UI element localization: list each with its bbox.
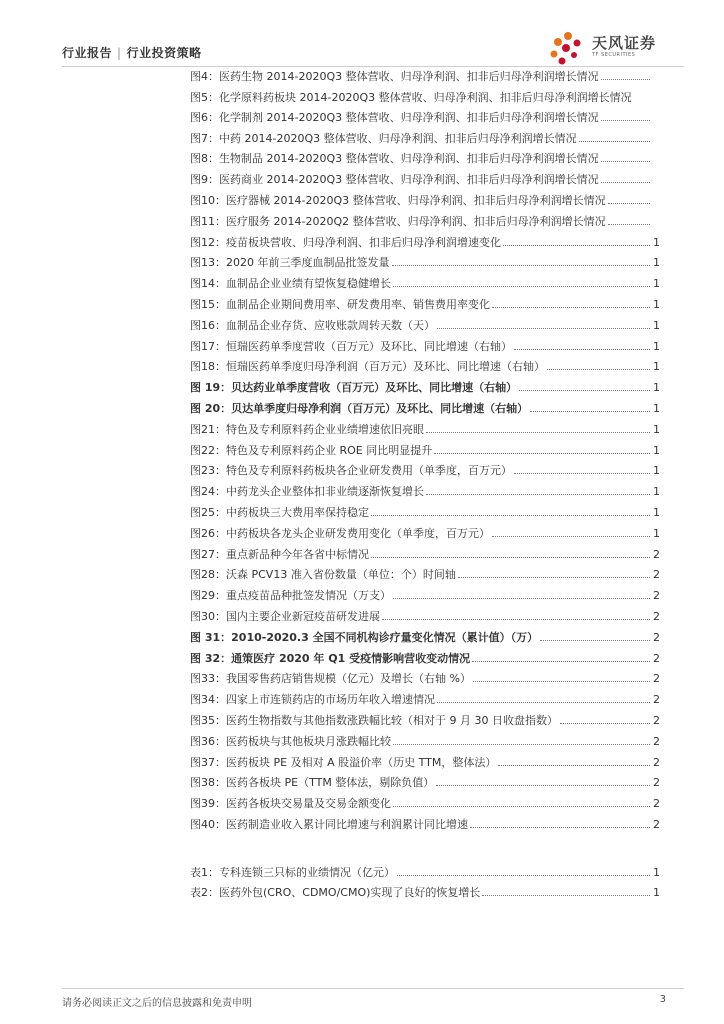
dot-leader	[437, 702, 650, 703]
figure-entry-title: 图 19：贝达药业单季度营收（百万元）及环比、同比增速（右轴）	[190, 381, 518, 395]
figure-entry-title: 图13：2020 年前三季度血制品批签发量	[190, 256, 390, 270]
figure-entry-title: 图 20：贝达单季度归母净利润（百万元）及环比、同比增速（右轴）	[190, 401, 529, 415]
figure-entry-page: 1	[653, 360, 660, 374]
figure-entry[interactable]	[190, 503, 660, 524]
figure-entry[interactable]	[190, 753, 660, 774]
dot-leader	[393, 598, 650, 599]
dot-leader	[514, 473, 650, 474]
page-header	[62, 30, 684, 68]
dot-leader	[601, 161, 650, 162]
figure-entry[interactable]	[190, 607, 660, 628]
figure-entry-title: 图16：血制品企业存货、应收账款周转天数（天）	[190, 318, 435, 332]
figure-entry-page: 1	[653, 422, 660, 436]
figure-entry-page: 2	[653, 651, 660, 665]
figure-entry-page: 1	[653, 443, 660, 457]
figure-entry-page: 1	[653, 381, 660, 395]
dot-leader	[470, 827, 650, 828]
table-entry-title: 表2：医药外包(CRO、CDMO/CMO)实现了良好的恢复增长	[190, 886, 481, 900]
dot-leader	[547, 369, 650, 370]
dot-leader	[397, 875, 650, 876]
dot-leader	[540, 640, 650, 641]
figure-entry-page: 1	[653, 318, 660, 332]
figure-entry-title: 图 32：通策医疗 2020 年 Q1 受疫情影响营收变动情况	[190, 651, 471, 665]
dot-leader	[601, 79, 650, 80]
figure-entry-title: 图34：四家上市连锁药店的市场历年收入增速情况	[190, 693, 435, 707]
figure-entry-page: 2	[653, 568, 660, 582]
figure-entry-title: 图11：医疗服务 2014-2020Q2 整体营收、归母净利润、扣非后归母净利润增长情况	[190, 214, 606, 228]
figure-entry-title: 图26：中药板块各龙头企业研发费用变化（单季度，百万元）	[190, 526, 490, 540]
figure-entry-page: 2	[653, 609, 660, 623]
figure-entry-title: 图17：恒瑞医药单季度营收（百万元）及环比、同比增速（右轴）	[190, 339, 512, 353]
figure-entry-title: 图37：医药板块 PE 及相对 A 股溢价率（历史 TTM，整体法）	[190, 755, 497, 769]
figure-entry[interactable]	[190, 420, 660, 441]
figure-entry-title: 图22：特色及专利原料药企业 ROE 同比明显提升	[190, 443, 433, 457]
figure-entry-page: 2	[653, 755, 660, 769]
figure-entry-title: 图30：国内主要企业新冠疫苗研发进展	[190, 609, 380, 623]
figure-entry[interactable]	[190, 669, 660, 690]
figure-entry-title: 图28：沃森 PCV13 准入省份数量（单位：个）时间轴	[190, 568, 456, 582]
figure-entry[interactable]	[190, 649, 660, 670]
figure-entry-title: 图35：医药生物指数与其他指数涨跌幅比较（相对于 9 月 30 日收盘指数）	[190, 713, 558, 727]
dot-leader	[382, 619, 650, 620]
figure-entry-page: 1	[653, 464, 660, 478]
figure-entry[interactable]	[190, 295, 660, 316]
figure-entry[interactable]	[190, 690, 660, 711]
figure-entry[interactable]	[190, 337, 660, 358]
dot-leader	[560, 723, 650, 724]
table-list	[190, 863, 660, 905]
figure-entry[interactable]	[190, 815, 660, 836]
figure-entry[interactable]	[190, 212, 660, 233]
figure-entry[interactable]	[190, 191, 660, 212]
figure-entry[interactable]	[190, 441, 660, 462]
table-entry-title: 表1：专科连锁三只标的业绩情况（亿元）	[190, 865, 395, 879]
figure-entry[interactable]	[190, 565, 660, 586]
figure-entry[interactable]	[190, 67, 660, 88]
figure-entry[interactable]	[190, 378, 660, 399]
figure-entry[interactable]	[190, 253, 660, 274]
dot-leader	[426, 432, 650, 433]
figure-entry[interactable]	[190, 461, 660, 482]
figure-entry-title: 图27：重点新品种今年各省中标情况	[190, 547, 369, 561]
dot-leader	[426, 494, 650, 495]
dot-leader	[608, 224, 650, 225]
figure-entry-title: 图29：重点疫苗品种批签发情况（万支）	[190, 589, 391, 603]
figure-entry[interactable]	[190, 357, 660, 378]
dot-leader	[473, 681, 650, 682]
dot-leader	[393, 806, 650, 807]
figure-entry-page: 2	[653, 693, 660, 707]
dot-leader	[436, 785, 650, 786]
dot-leader	[608, 203, 650, 204]
figure-entry-page: 2	[653, 734, 660, 748]
figure-entry-page: 1	[653, 505, 660, 519]
dot-leader	[492, 536, 650, 537]
figure-entry[interactable]	[190, 233, 660, 254]
dot-leader	[371, 557, 650, 558]
figure-entry[interactable]	[190, 88, 660, 108]
table-entry-page: 1	[653, 886, 660, 900]
figure-entry-page: 2	[653, 589, 660, 603]
page-number: 3	[659, 994, 666, 1005]
figure-entry[interactable]	[190, 149, 660, 170]
figure-entry-title: 图25：中药板块三大费用率保持稳定	[190, 505, 369, 519]
dot-leader	[601, 182, 650, 183]
figure-entry[interactable]	[190, 274, 660, 295]
figure-entry[interactable]	[190, 399, 660, 420]
figure-table-index	[190, 67, 660, 904]
dot-leader	[392, 265, 651, 266]
figure-entry-title: 图36：医药板块与其他板块月涨跌幅比较	[190, 734, 391, 748]
figure-entry-page: 2	[653, 630, 660, 644]
figure-entry[interactable]	[190, 129, 660, 150]
figure-entry[interactable]	[190, 773, 660, 794]
figure-entry[interactable]	[190, 524, 660, 545]
list-gap	[190, 836, 660, 863]
dot-leader	[530, 411, 650, 412]
dot-leader	[601, 120, 650, 121]
figure-entry-title: 图39：医药各板块交易量及交易金额变化	[190, 797, 391, 811]
figure-entry-title: 图12：疫苗板块营收、归母净利润、扣非后归母净利润增速变化	[190, 235, 501, 249]
table-entry-page: 1	[653, 865, 660, 879]
figure-entry-title: 图8：生物制品 2014-2020Q3 整体营收、归母净利润、扣非后归母净利润增长情况	[190, 152, 599, 166]
figure-list	[190, 67, 660, 836]
figure-entry-title: 图4：医药生物 2014-2020Q3 整体营收、归母净利润、扣非后归母净利润增长情况	[190, 70, 599, 83]
figure-entry-title: 图18：恒瑞医药单季度归母净利润（百万元）及环比、同比增速（右轴）	[190, 360, 545, 374]
figure-entry-page: 2	[653, 547, 660, 561]
figure-entry-title: 图 31：2010-2020.3 全国不同机构诊疗量变化情况（累计值）（万）	[190, 630, 539, 644]
figure-entry-title: 图14：血制品企业业绩有望恢复稳健增长	[190, 277, 391, 291]
figure-entry[interactable]	[190, 316, 660, 337]
figure-entry-title: 图10：医疗器械 2014-2020Q3 整体营收、归母净利润、扣非后归母净利润增长情况	[190, 193, 606, 207]
figure-entry-page: 1	[653, 485, 660, 499]
figure-entry[interactable]	[190, 108, 660, 129]
dot-leader	[514, 349, 650, 350]
figure-entry-title: 图21：特色及专利原料药企业业绩增速依旧亮眼	[190, 422, 424, 436]
company-logo	[544, 30, 684, 68]
dot-leader	[498, 765, 650, 766]
figure-entry-title: 图24：中药龙头企业整体扣非业绩逐渐恢复增长	[190, 485, 424, 499]
figure-entry-page: 2	[653, 672, 660, 686]
logo-name: 天风证券	[592, 34, 657, 52]
dot-leader	[458, 577, 650, 578]
figure-entry-page: 1	[653, 256, 660, 270]
dot-leader	[492, 307, 650, 308]
figure-entry-page: 2	[653, 797, 660, 811]
dot-leader	[371, 515, 650, 516]
figure-entry-title: 图6：化学制剂 2014-2020Q3 整体营收、归母净利润、扣非后归母净利润增长情况	[190, 110, 599, 124]
figure-entry-title: 图23：特色及专利原料药板块各企业研发费用（单季度，百万元）	[190, 464, 512, 478]
figure-entry-title: 图5：化学原料药板块 2014-2020Q3 整体营收、归母净利润、扣非后归母净利润增长情况	[190, 90, 632, 104]
figure-entry-title: 图15：血制品企业期间费用率、研发费用率、销售费用率变化	[190, 297, 490, 311]
dot-leader	[482, 895, 650, 896]
figure-entry-title: 图9：医药商业 2014-2020Q3 整体营收、归母净利润、扣非后归母净利润增长情况	[190, 173, 599, 187]
footer-disclaimer: 请务必阅读正文之后的信息披露和免责申明	[62, 998, 252, 1009]
category-label: 行业报告	[62, 46, 113, 60]
figure-entry[interactable]	[190, 628, 660, 649]
dot-leader	[519, 390, 650, 391]
dot-leader	[393, 286, 650, 287]
figure-entry[interactable]	[190, 545, 660, 566]
figure-entry-page: 1	[653, 401, 660, 415]
dot-leader	[437, 328, 650, 329]
logo-subtitle: TF SECURITIES	[592, 52, 636, 58]
figure-entry-page: 1	[653, 277, 660, 291]
figure-entry-title: 图33：我国零售药店销售规模（亿元）及增长（右轴 %）	[190, 672, 471, 686]
figure-entry-title: 图7：中药 2014-2020Q3 整体营收、归母净利润、扣非后归母净利润增长情况	[190, 131, 577, 145]
figure-entry-page: 1	[653, 526, 660, 540]
figure-entry-page: 1	[653, 297, 660, 311]
dot-leader	[503, 245, 650, 246]
dot-leader	[393, 744, 650, 745]
figure-entry-page: 1	[653, 235, 660, 249]
table-entry[interactable]	[190, 863, 660, 884]
dot-leader	[434, 453, 650, 454]
figure-entry-title: 图40：医药制造业收入累计同比增速与利润累计同比增速	[190, 817, 468, 831]
figure-entry-title: 图38：医药各板块 PE（TTM 整体法，剔除负值）	[190, 776, 435, 790]
subcategory-label: 行业投资策略	[126, 46, 202, 60]
figure-entry[interactable]	[190, 170, 660, 191]
logo-mark-icon	[544, 30, 588, 68]
figure-entry-page: 2	[653, 713, 660, 727]
figure-entry-page: 2	[653, 817, 660, 831]
report-category	[62, 44, 202, 61]
dot-leader	[579, 141, 650, 142]
dot-leader	[472, 661, 650, 662]
header-separator: |	[117, 46, 122, 60]
figure-entry[interactable]	[190, 794, 660, 815]
figure-entry[interactable]	[190, 586, 660, 607]
figure-entry[interactable]	[190, 711, 660, 732]
footer-divider	[62, 988, 684, 989]
figure-entry[interactable]	[190, 482, 660, 503]
figure-entry-page: 2	[653, 776, 660, 790]
figure-entry-page: 1	[653, 339, 660, 353]
table-entry[interactable]	[190, 883, 660, 904]
figure-entry[interactable]	[190, 732, 660, 753]
